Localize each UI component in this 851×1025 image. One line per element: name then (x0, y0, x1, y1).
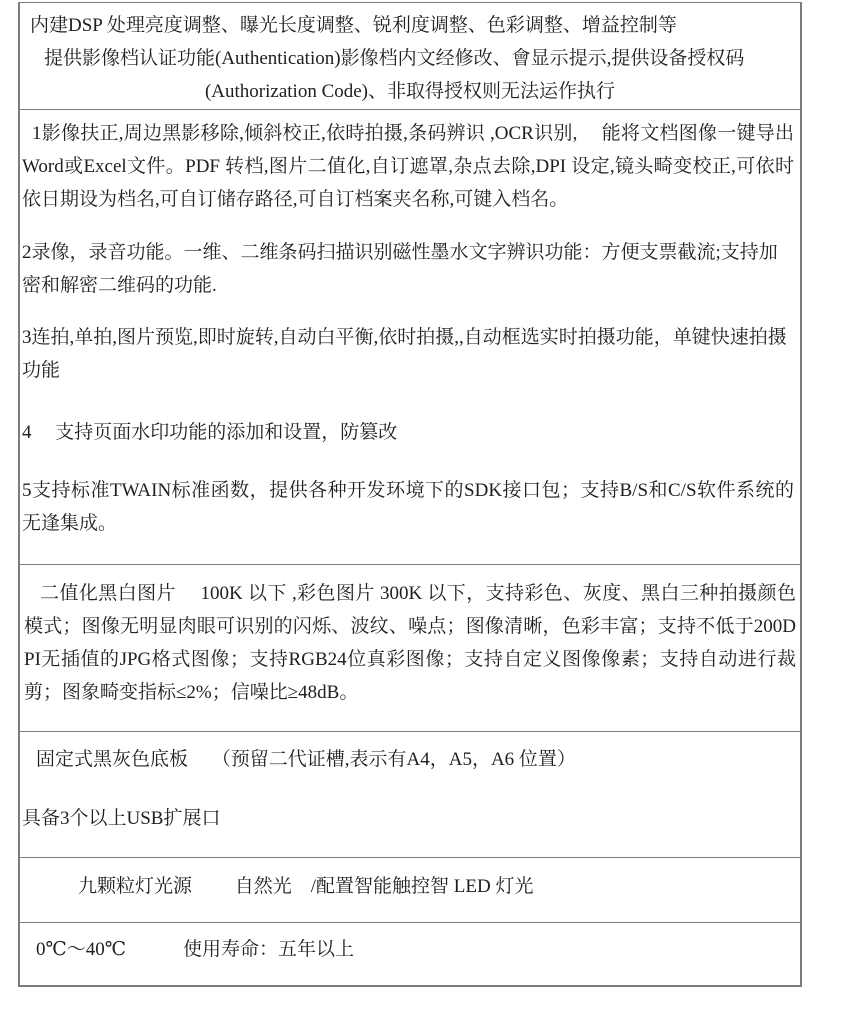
authentication-line: 提供影像档认证功能(Authentication)影像档内文经修改、會显示提示,提供设备授权码 (44, 48, 745, 69)
usb-ports-spec: 具备3个以上USB扩展口 (22, 808, 221, 829)
feature-2-recording: 2录像，录音功能。一维、二维条码扫描识别磁性墨水文字辨识功能：方便支票截流;支持加密和解密二维码的功能. (22, 242, 778, 296)
temperature-lifespan-spec: 0℃～40℃ 使用寿命：五年以上 (36, 939, 355, 960)
row-image-quality (20, 565, 800, 732)
feature-1-image-correction: 1影像扶正,周边黑影移除,倾斜校正,依時拍摄,条码辨识 ,OCR识别, 能将文档图像一键导出Word或Excel文件。PDF 转档,图片二值化,自订遮罩,杂点去除,DPI 设定,镜头畸变校正,可依时依日期设为档名,可自订储存路径,可自订档案夹名称,可键入档名。 (22, 123, 794, 210)
row-dsp-auth (20, 3, 800, 110)
baseplate-spec: 固定式黑灰色底板 （预留二代证槽,表示有A4，A5，A6 位置） (36, 749, 576, 770)
row-baseplate-usb (20, 732, 800, 858)
image-quality-spec: 二值化黑白图片 100K 以下 ,彩色图片 300K 以下，支持彩色、灰度、黑白三种拍摄颜色模式；图像无明显肉眼可识别的闪烁、波纹、噪点；图像清晰，色彩丰富；支持不低于200DPI无插值的JPG格式图像；支持RGB24位真彩图像；支持自定义图像像素；支持自动进行裁剪；图象畸变指标≤2%；信噪比≥48dB。 (24, 583, 796, 703)
row-temperature-lifespan (20, 923, 800, 985)
feature-4-watermark: 4 支持页面水印功能的添加和设置，防篡改 (22, 422, 398, 443)
spec-table (18, 2, 802, 987)
row-software-features (20, 110, 800, 565)
dsp-processing-line: 内建DSP 处理亮度调整、曝光长度调整、锐利度调整、色彩调整、增益控制等 (30, 15, 677, 36)
feature-5-twain-sdk: 5支持标准TWAIN标准函数，提供各种开发环境下的SDK接口包；支持B/S和C/S软件系统的无逢集成。 (22, 480, 794, 534)
light-source-spec: 九颗粒灯光源 自然光 /配置智能触控智 LED 灯光 (78, 876, 534, 897)
feature-3-shooting: 3连拍,单拍,图片预览,即时旋转,自动白平衡,依时拍摄,,自动框选实时拍摄功能，单键快速拍摄功能 (22, 327, 787, 381)
row-light-source (20, 858, 800, 923)
authorization-code-line: (Authorization Code)、非取得授权则无法运作执行 (204, 81, 616, 102)
